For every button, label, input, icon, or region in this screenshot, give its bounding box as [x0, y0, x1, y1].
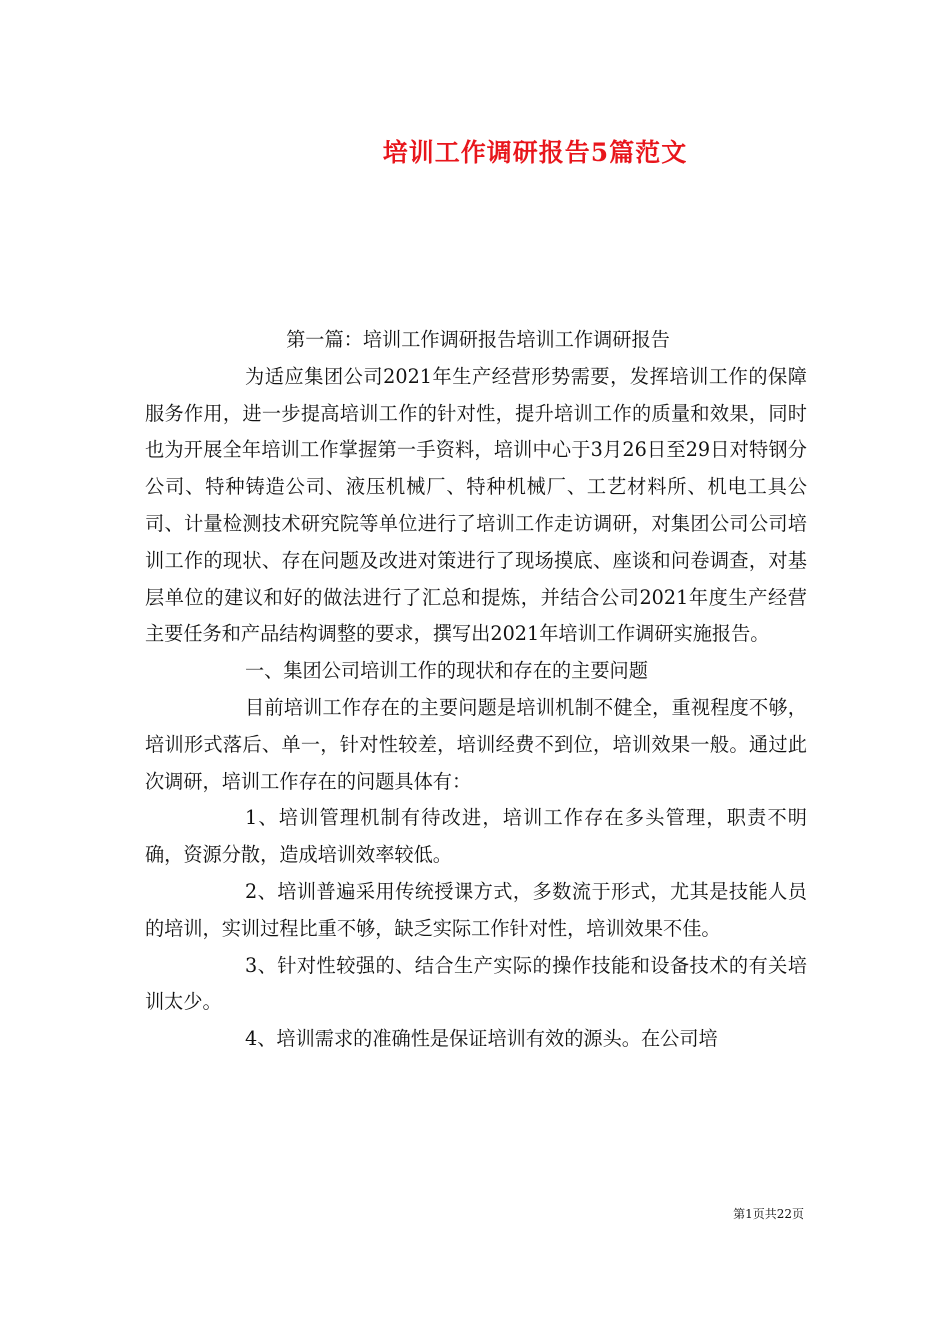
paragraph-problems: 目前培训工作存在的主要问题是培训机制不健全，重视程度不够，培训形式落后、单一，针对性较差，培训经费不到位，培训效果一般。通过此次调研，培训工作存在的问题具体有：	[145, 695, 807, 793]
paragraph-intro: 为适应集团公司2021年生产经营形势需要，发挥培训工作的保障服务作用，进一步提高培训工作的针对性，提升培训工作的质量和效果，同时也为开展全年培训工作掌握第一手资料，培训中心于3月26日至29日对特钢分公司、特种铸造公司、液压机械厂、特种机械厂、工艺材料所、机电工具公司、计量检测技术研究院等单位进行了培训工作走访调研，对集团公司公司培训工作的现状、存在问题及改进对策进行了现场摸底、座谈和问卷调查，对基层单位的建议和好的做法进行了汇总和提炼，并结合公司2021年度生产经营主要任务和产品结构调整的要求，撰写出2021年培训工作调研实施报告。	[145, 364, 807, 646]
list-item: 3、针对性较强的、结合生产实际的操作技能和设备技术的有关培训太少。	[145, 953, 807, 1014]
list-item: 1、培训管理机制有待改进，培训工作存在多头管理，职责不明确，资源分散，造成培训效率较低。	[145, 806, 807, 867]
list-item: 2、培训普遍采用传统授课方式，多数流于形式，尤其是技能人员的培训，实训过程比重不够，缺乏实际工作针对性，培训效果不佳。	[145, 879, 807, 940]
page-number: 第1页共22页	[733, 1207, 804, 1221]
section-heading: 第一篇：培训工作调研报告培训工作调研报告	[286, 328, 670, 351]
subsection-heading: 一、集团公司培训工作的现状和存在的主要问题	[245, 659, 648, 683]
list-item: 4、培训需求的准确性是保证培训有效的源头。在公司培	[245, 1027, 718, 1051]
document-body	[145, 322, 807, 1058]
document-title: 培训工作调研报告5篇范文	[382, 138, 688, 167]
